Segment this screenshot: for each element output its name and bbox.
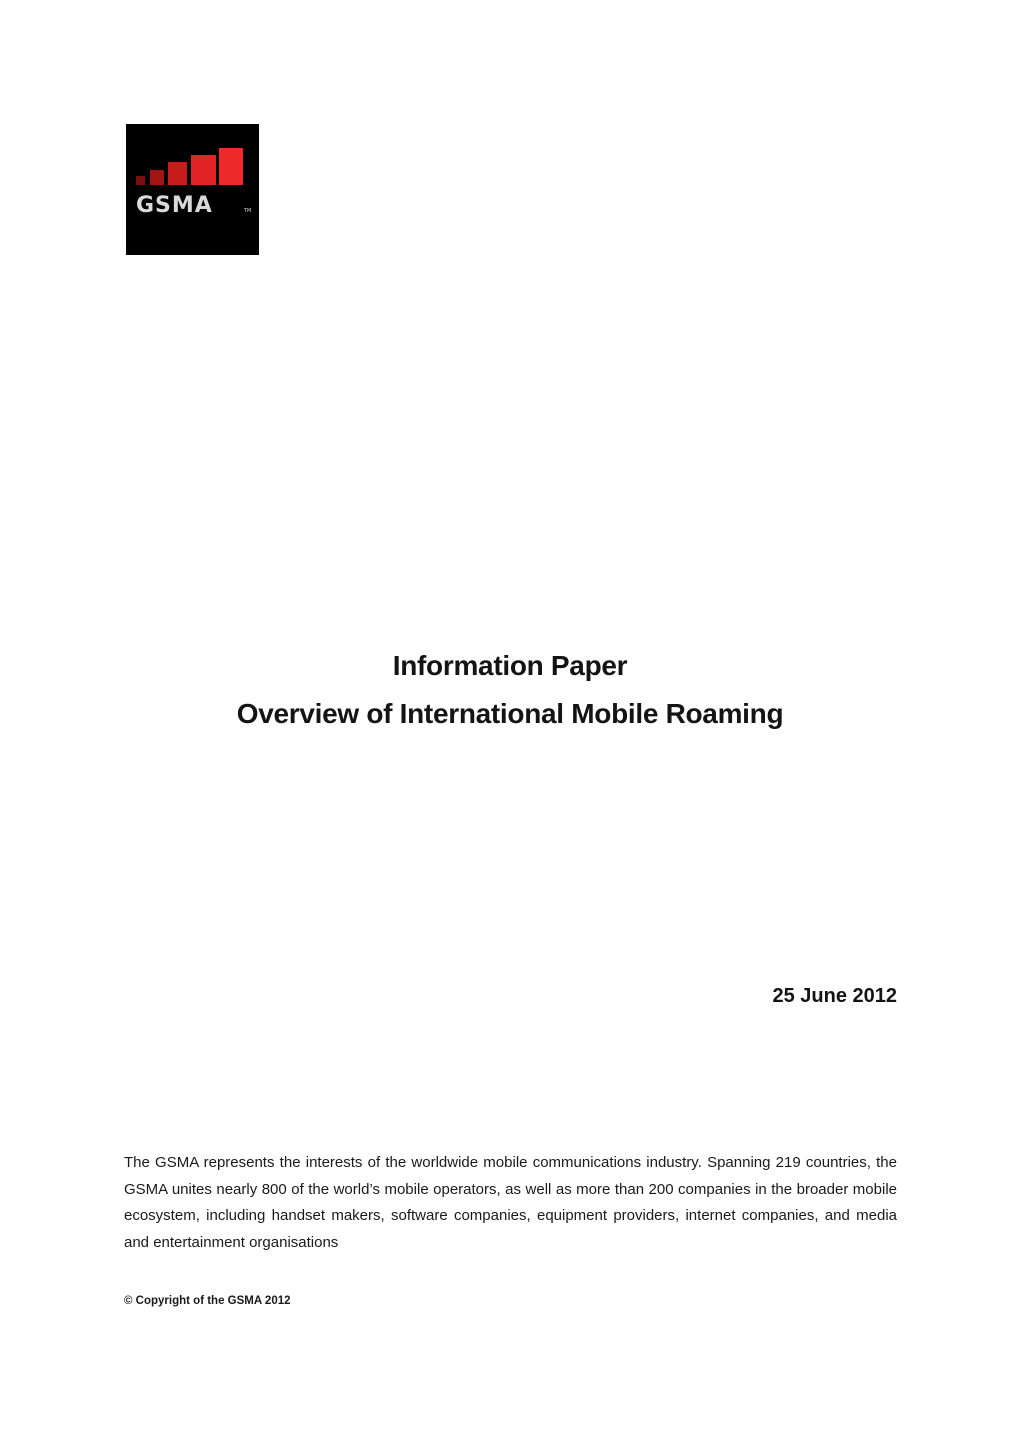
document-date: 25 June 2012 bbox=[772, 985, 897, 1007]
about-paragraph: The GSMA represents the interests of the worldwide mobile communications industry. Spanning 219 countries, the GSMA unites nearly 800 of the world’s mobile operators, as well as more than 200 companies in the broader mobile ecosystem, including handset makers, software companies, equipment providers, internet companies, and media and entertainment organisations bbox=[124, 1154, 897, 1251]
title-line-2: Overview of International Mobile Roaming bbox=[236, 698, 784, 729]
title-line-1: Information Paper bbox=[392, 650, 628, 681]
gsma-logo-icon bbox=[126, 124, 259, 255]
document-title bbox=[0, 642, 1020, 738]
svg-text:GSMA: GSMA bbox=[136, 193, 213, 218]
svg-text:TM: TM bbox=[244, 208, 252, 214]
copyright-notice: © Copyright of the GSMA 2012 bbox=[124, 1295, 291, 1307]
